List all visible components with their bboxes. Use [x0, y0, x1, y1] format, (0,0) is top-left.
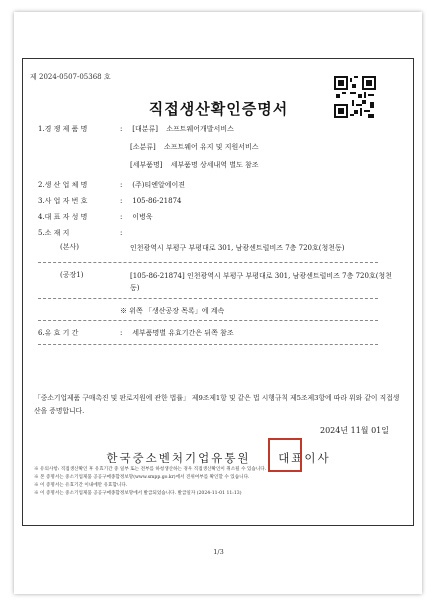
field-product-tag-c: [세부품명] [130, 161, 163, 169]
field-address-main-value: 인천광역시 부평구 부평대로 301, 남광센트럴비즈 7층 720호(청천동) [130, 244, 345, 252]
field-product-detail [130, 160, 259, 170]
field-address-main-tag: (본사) [60, 243, 79, 251]
divider [38, 344, 378, 345]
field-product: 1.경 쟁 제 품 명 : [대분류] 소프트웨어개발서비스 [38, 125, 234, 133]
footnote-item: ※ 이 증명서는 중소기업제품 공공구매종합정보망에서 발급되었습니다. 발급일자 (2024-11-01 11:13) [34, 491, 242, 496]
divider [38, 298, 378, 299]
page-number: 1/3 [213, 548, 224, 556]
field-product-value-b: 소프트웨어 유지 및 지원서비스 [163, 143, 259, 151]
field-address-label: 5.소 재 지 [38, 229, 70, 237]
field-ceo-value: 이병욱 [132, 213, 153, 221]
field-bizno: 3.사 업 자 번 호 : 105-86-21874 [38, 197, 182, 205]
factory-list-note: ※ 위쪽 「생산공장 목록」에 계속 [120, 307, 225, 315]
divider [38, 320, 378, 321]
issue-date: 2024년 11월 01일 [320, 426, 389, 435]
page-title: 직접생산확인증명서 [148, 100, 289, 118]
field-bizno-value: 105-86-21874 [132, 197, 182, 205]
divider [38, 262, 378, 263]
field-factory-value: [105-86-21874] 인천광역시 부평구 부평대로 301, 남광센트럴비즈 7층 720호(청천동) [130, 272, 392, 292]
field-ceo-label: 4.대 표 자 성 명 [38, 213, 88, 221]
field-product-value-a: 소프트웨어개발서비스 [166, 125, 234, 133]
field-validity-value: 세부품명별 유효기간은 뒤쪽 참조 [132, 329, 234, 337]
field-product-tag-b: [소분류] [130, 143, 156, 151]
field-product-sub [130, 142, 259, 152]
field-product-label: 1.경 쟁 제 품 명 [38, 125, 88, 133]
field-product-tag-a: [대분류] [132, 125, 158, 133]
footnote-item: ※ 이 증명서는 유효기간 이내에만 유효합니다. [34, 483, 128, 488]
org-name: 한국중소벤처기업유통원 [106, 451, 251, 465]
representative-title: 대표이사 [278, 451, 331, 465]
field-factory-tag: (공장1) [60, 271, 84, 279]
footnote-item: ※ 본 증명서는 중소기업제품 공공구매종합정보망(www.smpp.go.kr)에서 진위여부를 확인할 수 있습니다. [34, 475, 250, 480]
field-validity: 6.유 효 기 간 : 세부품명별 유효기간은 뒤쪽 참조 [38, 329, 234, 337]
footnote-item: ※ 유의사항: 직접생산확인 후 유효기간 중 일부 또는 전부를 하청생산하는 경우 직접생산확인이 취소될 수 있습니다. [34, 467, 267, 472]
field-company-value: (주)티엔알에이젼 [132, 181, 186, 189]
field-bizno-label: 3.사 업 자 번 호 [38, 197, 88, 205]
certification-notice: 「중소기업제품 구매촉진 및 판로지원에 관한 법률」 제9조제1항 및 같은 법 시행규칙 제5조제3항에 따라 위와 같이 직접생산을 증명합니다. [34, 394, 400, 415]
field-company-label: 2.생 산 업 체 명 [38, 181, 88, 189]
issuing-organization [0, 450, 437, 466]
field-ceo: 4.대 표 자 성 명 : 이병욱 [38, 213, 153, 221]
footnotes [34, 466, 404, 498]
field-product-value-c: 세부품명 상세내역 별도 참조 [170, 161, 259, 169]
document-number: 제 2024-0507-05368 호 [30, 73, 111, 81]
field-address: 5.소 재 지 : [38, 229, 123, 237]
field-company: 2.생 산 업 체 명 : (주)티엔알에이젼 [38, 181, 186, 189]
field-validity-label: 6.유 효 기 간 [38, 329, 79, 337]
